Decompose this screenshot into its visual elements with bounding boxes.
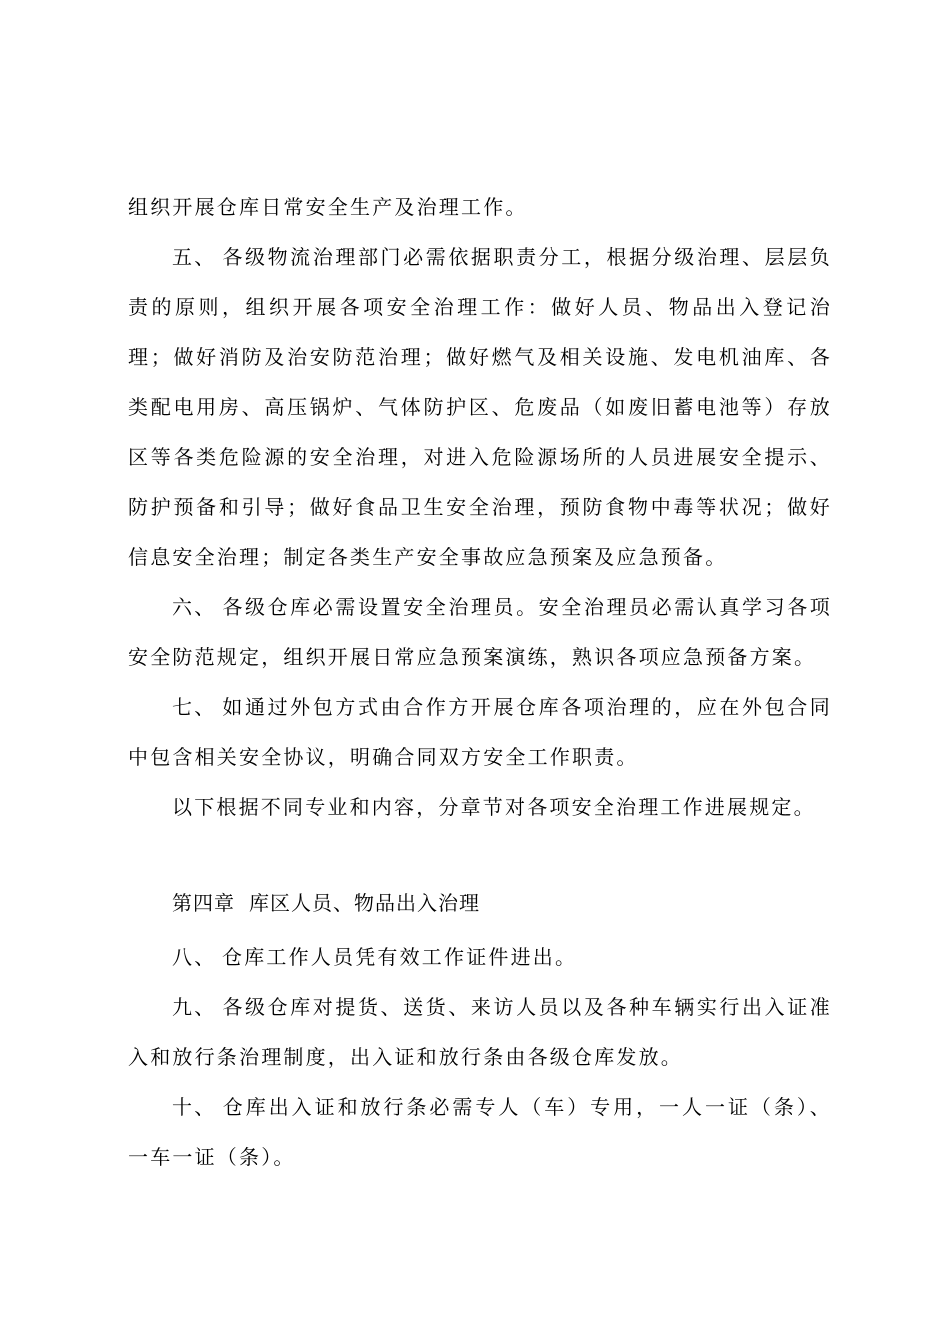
- article-8: [128, 932, 832, 982]
- article-5-text: 各级物流治理部门必需依据职责分工，根据分级治理、层层负责的原则，组织开展各项安全治理工作：做好人员、物品出入登记治理；做好消防及治安防范治理；做好燃气及相关设施、发电机油库、各类配电用房、高压锅炉、气体防护区、危废品（如废旧蓄电池等）存放区等各类危险源的安全治理，对进入危险源场所的人员进展安全提示、防护预备和引导；做好食品卫生安全治理，预防食物中毒等状况；做好信息安全治理；制定各类生产安全事故应急预案及应急预备。: [128, 245, 832, 569]
- chapter-heading: [172, 883, 480, 923]
- article-7-number: 七、: [172, 695, 217, 719]
- article-10-number: 十、: [172, 1095, 217, 1119]
- article-6-number: 六、: [172, 595, 217, 619]
- article-8-number: 八、: [172, 945, 217, 969]
- article-9: [128, 982, 832, 1082]
- summary-paragraph: [128, 782, 832, 832]
- continuation-text: 组织开展仓库日常安全生产及治理工作。: [128, 195, 528, 219]
- continuation-paragraph: [128, 182, 832, 232]
- article-5-number: 五、: [172, 245, 217, 269]
- chapter-label: 第四章: [172, 891, 235, 915]
- chapter-title: 库区人员、物品出入治理: [249, 891, 480, 915]
- article-6: [128, 582, 832, 682]
- article-8-text: 仓库工作人员凭有效工作证件进出。: [222, 945, 578, 969]
- article-9-text: 各级仓库对提货、送货、来访人员以及各种车辆实行出入证准入和放行条治理制度，出入证和放行条由各级仓库发放。: [128, 995, 832, 1069]
- article-10: [128, 1082, 832, 1182]
- summary-text: 以下根据不同专业和内容，分章节对各项安全治理工作进展规定。: [172, 795, 816, 819]
- article-10-text: 仓库出入证和放行条必需专人（车）专用，一人一证（条）、一车一证（条）。: [128, 1095, 832, 1169]
- article-5: [128, 232, 832, 582]
- article-7-text: 如通过外包方式由合作方开展仓库各项治理的，应在外包合同中包含相关安全协议，明确合同双方安全工作职责。: [128, 695, 832, 769]
- article-9-number: 九、: [172, 995, 217, 1019]
- article-7: [128, 682, 832, 782]
- article-6-text: 各级仓库必需设置安全治理员。安全治理员必需认真学习各项安全防范规定，组织开展日常应急预案演练，熟识各项应急预备方案。: [128, 595, 832, 669]
